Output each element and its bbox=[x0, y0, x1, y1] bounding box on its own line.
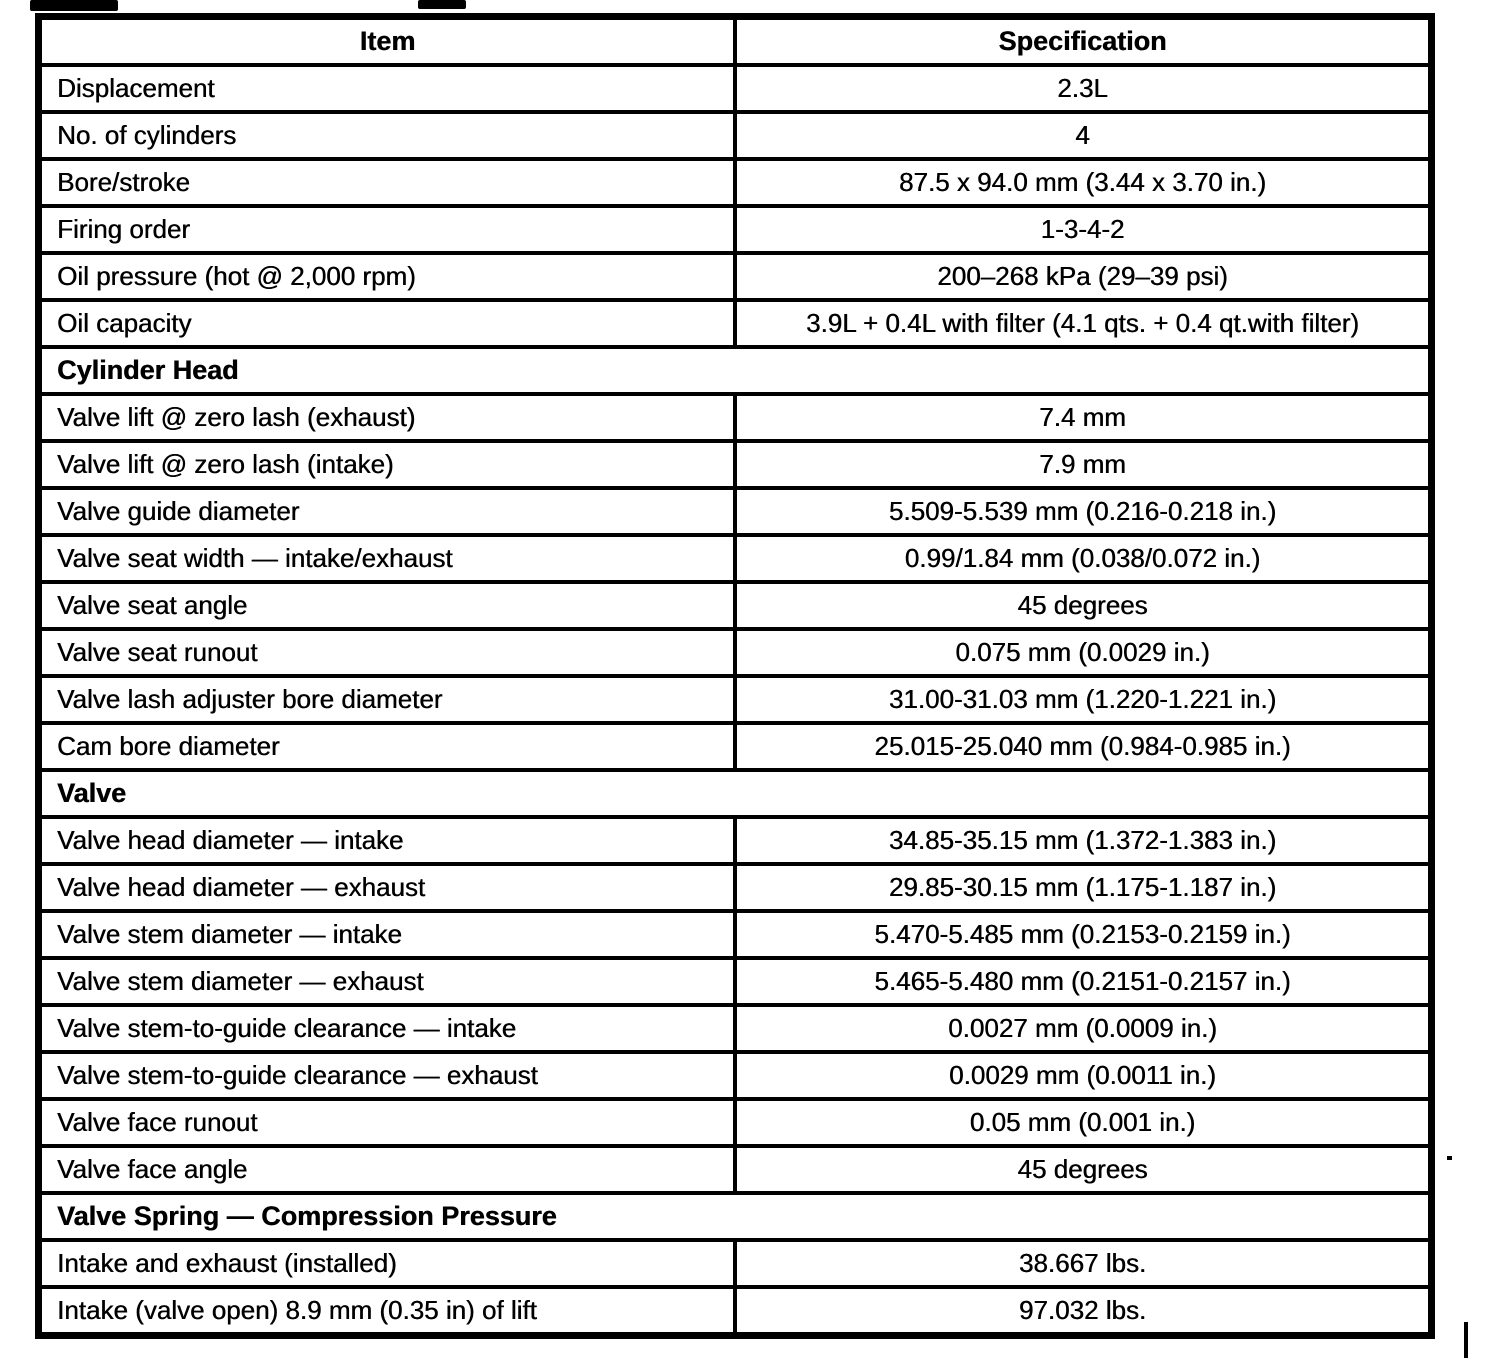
table-row bbox=[39, 535, 1432, 582]
table-header-row bbox=[39, 17, 1432, 66]
specification-cell: 38.667 lbs. bbox=[735, 1240, 1432, 1287]
item-cell: Intake (valve open) 8.9 mm (0.35 in) of lift bbox=[39, 1287, 736, 1336]
item-cell: Valve face angle bbox=[39, 1146, 736, 1193]
specification-cell: 4 bbox=[735, 112, 1432, 159]
table-row bbox=[39, 65, 1432, 112]
specification-cell: 0.05 mm (0.001 in.) bbox=[735, 1099, 1432, 1146]
table-row bbox=[39, 112, 1432, 159]
section-title: Valve bbox=[39, 770, 1432, 817]
specification-cell: 0.0029 mm (0.0011 in.) bbox=[735, 1052, 1432, 1099]
table-row bbox=[39, 911, 1432, 958]
item-cell: Valve stem-to-guide clearance — exhaust bbox=[39, 1052, 736, 1099]
table-row bbox=[39, 441, 1432, 488]
table-row bbox=[39, 253, 1432, 300]
specification-cell: 31.00-31.03 mm (1.220-1.221 in.) bbox=[735, 676, 1432, 723]
table-row bbox=[39, 676, 1432, 723]
scan-artifact bbox=[1447, 1156, 1452, 1160]
item-cell: Valve head diameter — intake bbox=[39, 817, 736, 864]
item-cell: Valve seat width — intake/exhaust bbox=[39, 535, 736, 582]
item-cell: Bore/stroke bbox=[39, 159, 736, 206]
specification-cell: 34.85-35.15 mm (1.372-1.383 in.) bbox=[735, 817, 1432, 864]
section-title: Cylinder Head bbox=[39, 347, 1432, 394]
table-row bbox=[39, 394, 1432, 441]
specification-cell: 45 degrees bbox=[735, 1146, 1432, 1193]
item-cell: Valve lift @ zero lash (exhaust) bbox=[39, 394, 736, 441]
specification-cell: 0.075 mm (0.0029 in.) bbox=[735, 629, 1432, 676]
section-title: Valve Spring — Compression Pressure bbox=[39, 1193, 1432, 1240]
table-row bbox=[39, 817, 1432, 864]
item-cell: Valve guide diameter bbox=[39, 488, 736, 535]
item-cell: Valve stem-to-guide clearance — intake bbox=[39, 1005, 736, 1052]
specification-cell: 5.465-5.480 mm (0.2151-0.2157 in.) bbox=[735, 958, 1432, 1005]
item-cell: Valve lift @ zero lash (intake) bbox=[39, 441, 736, 488]
item-cell: Valve seat runout bbox=[39, 629, 736, 676]
table-row bbox=[39, 1005, 1432, 1052]
specification-cell: 97.032 lbs. bbox=[735, 1287, 1432, 1336]
table-row bbox=[39, 1240, 1432, 1287]
specification-cell: 7.9 mm bbox=[735, 441, 1432, 488]
table-row bbox=[39, 1146, 1432, 1193]
table-row bbox=[39, 582, 1432, 629]
item-cell: No. of cylinders bbox=[39, 112, 736, 159]
section-row bbox=[39, 770, 1432, 817]
specification-cell: 2.3L bbox=[735, 65, 1432, 112]
specification-cell: 0.0027 mm (0.0009 in.) bbox=[735, 1005, 1432, 1052]
scan-artifact bbox=[418, 0, 466, 9]
specification-cell: 87.5 x 94.0 mm (3.44 x 3.70 in.) bbox=[735, 159, 1432, 206]
specification-cell: 0.99/1.84 mm (0.038/0.072 in.) bbox=[735, 535, 1432, 582]
specification-cell: 7.4 mm bbox=[735, 394, 1432, 441]
table-row bbox=[39, 300, 1432, 347]
table-row bbox=[39, 206, 1432, 253]
scan-artifact bbox=[30, 0, 118, 11]
section-row bbox=[39, 347, 1432, 394]
item-cell: Valve face runout bbox=[39, 1099, 736, 1146]
item-cell: Displacement bbox=[39, 65, 736, 112]
item-cell: Oil capacity bbox=[39, 300, 736, 347]
column-header-item: Item bbox=[39, 17, 736, 66]
item-cell: Cam bore diameter bbox=[39, 723, 736, 770]
table-row bbox=[39, 488, 1432, 535]
item-cell: Valve head diameter — exhaust bbox=[39, 864, 736, 911]
engine-specification-table bbox=[35, 13, 1435, 1339]
table-row bbox=[39, 958, 1432, 1005]
table-row bbox=[39, 159, 1432, 206]
item-cell: Valve lash adjuster bore diameter bbox=[39, 676, 736, 723]
specification-cell: 1-3-4-2 bbox=[735, 206, 1432, 253]
table-row bbox=[39, 1287, 1432, 1336]
table-row bbox=[39, 864, 1432, 911]
item-cell: Firing order bbox=[39, 206, 736, 253]
item-cell: Valve stem diameter — intake bbox=[39, 911, 736, 958]
specification-cell: 3.9L + 0.4L with filter (4.1 qts. + 0.4 qt.with filter) bbox=[735, 300, 1432, 347]
table-row bbox=[39, 629, 1432, 676]
item-cell: Valve stem diameter — exhaust bbox=[39, 958, 736, 1005]
specification-cell: 29.85-30.15 mm (1.175-1.187 in.) bbox=[735, 864, 1432, 911]
column-header-specification: Specification bbox=[735, 17, 1432, 66]
specification-cell: 5.509-5.539 mm (0.216-0.218 in.) bbox=[735, 488, 1432, 535]
table-row bbox=[39, 1052, 1432, 1099]
specification-cell: 45 degrees bbox=[735, 582, 1432, 629]
table-row bbox=[39, 723, 1432, 770]
specification-cell: 200–268 kPa (29–39 psi) bbox=[735, 253, 1432, 300]
table-row bbox=[39, 1099, 1432, 1146]
item-cell: Intake and exhaust (installed) bbox=[39, 1240, 736, 1287]
scan-artifact bbox=[1464, 1322, 1468, 1358]
specification-cell: 25.015-25.040 mm (0.984-0.985 in.) bbox=[735, 723, 1432, 770]
specification-cell: 5.470-5.485 mm (0.2153-0.2159 in.) bbox=[735, 911, 1432, 958]
item-cell: Oil pressure (hot @ 2,000 rpm) bbox=[39, 253, 736, 300]
item-cell: Valve seat angle bbox=[39, 582, 736, 629]
section-row bbox=[39, 1193, 1432, 1240]
